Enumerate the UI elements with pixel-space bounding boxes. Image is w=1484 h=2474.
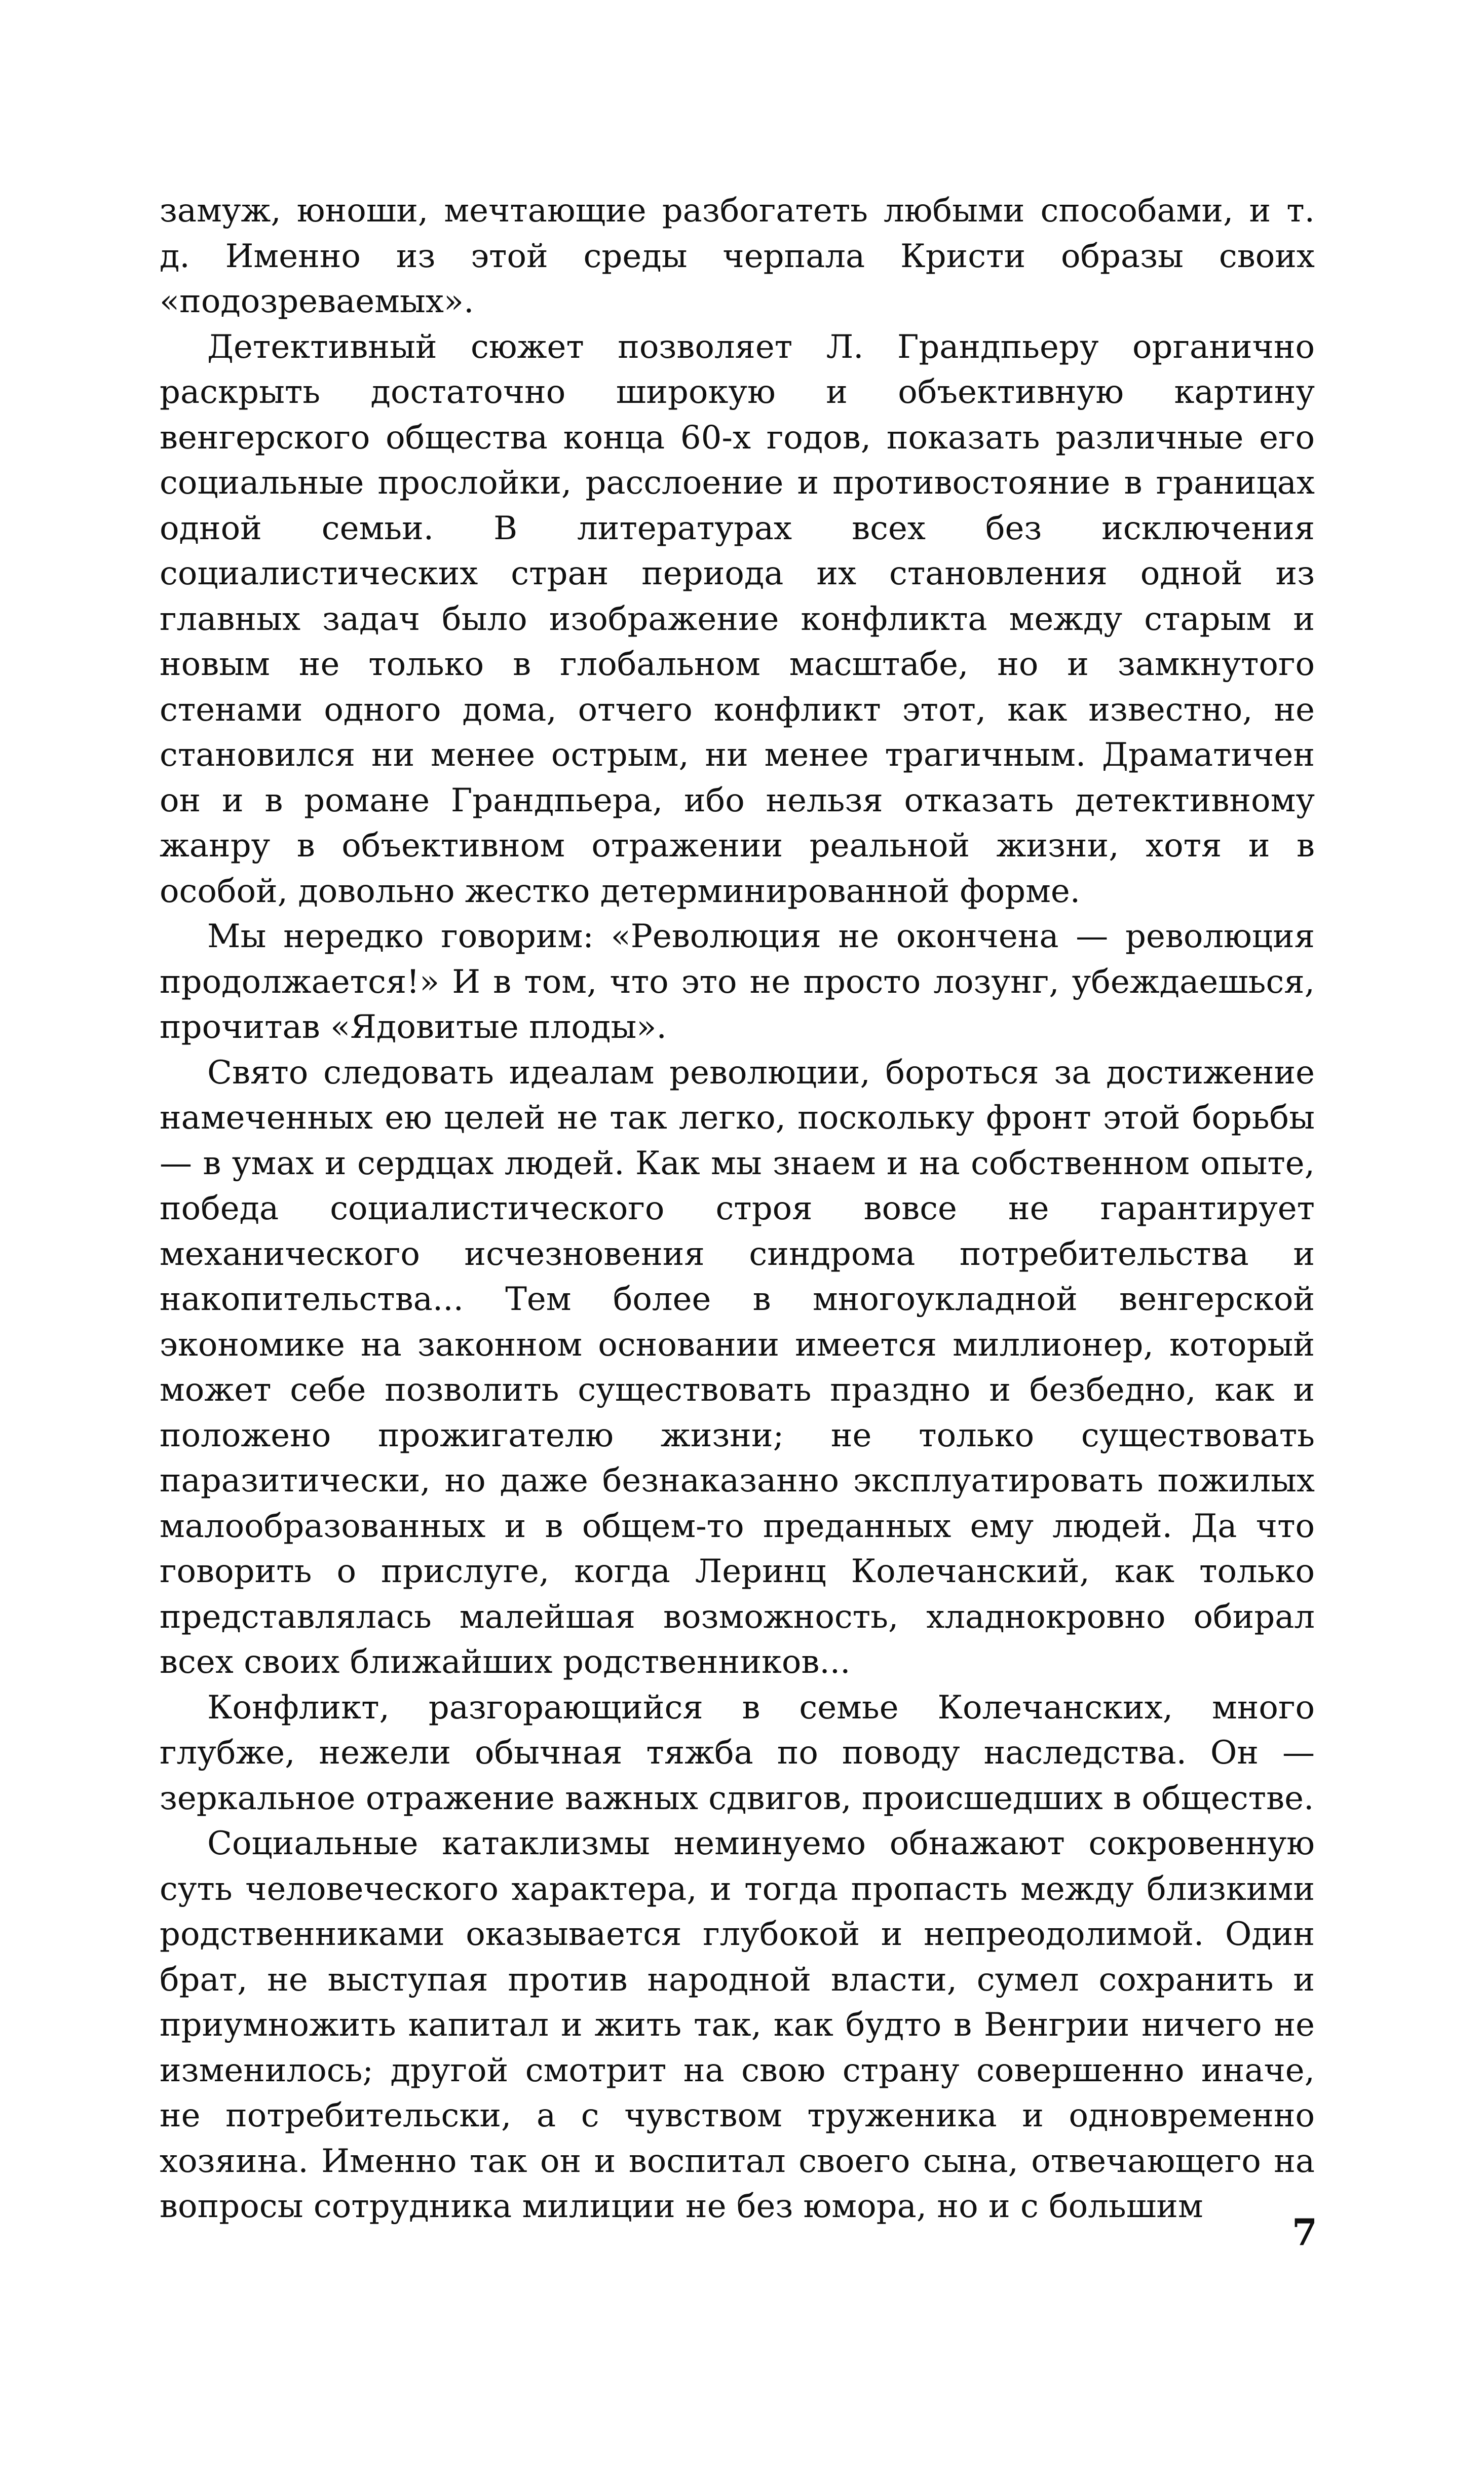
page-number: 7 [1291, 2210, 1317, 2254]
paragraph-1: замуж, юноши, мечтающие разбогатеть любыми способами, и т. д. Именно из этой среды черпала Кристи образы своих «подозреваемых». [160, 192, 1315, 320]
body-text [160, 189, 1315, 2230]
paragraph-6: Социальные катаклизмы неминуемо обнажают сокровенную суть человеческого характера, и тогда пропасть между близкими родственниками оказывается глубокой и непреодолимой. Один брат, не выступая против народной власти, сумел сохранить и приумножить капитал и жить так, как будто в Венгрии ничего не изменилось; другой смотрит на свою страну совершенно иначе, не потребительски, а с чувством труженика и одновременно хозяина. Именно так он и воспитал своего сына, отвечающего на вопросы сотрудника милиции не без юмора, но и с большим [160, 1825, 1315, 2225]
paragraph-4: Свято следовать идеалам революции, бороться за достижение намеченных ею целей не так легко, поскольку фронт этой борьбы — в умах и сердцах людей. Как мы знаем и на собственном опыте, победа социалистического строя вовсе не гарантирует механического исчезновения синдрома потребительства и накопительства... Тем более в многоукладной венгерской экономике на законном основании имеется миллионер, который может себе позволить существовать праздно и безбедно, как и положено прожигателю жизни; не только существовать паразитически, но даже безнаказанно эксплуатировать пожилых малообразованных и в общем-то преданных ему людей. Да что говорить о прислуге, когда Леринц Колечанский, как только представлялась малейшая возможность, хладнокровно обирал всех своих ближайших родственников... [160, 1054, 1315, 1681]
paragraph-5: Конфликт, разгорающийся в семье Колечанских, много глубже, нежели обычная тяжба по поводу наследства. Он — зеркальное отражение важных сдвигов, происшедших в обществе. [160, 1689, 1315, 1817]
paragraph-3: Мы нередко говорим: «Революция не окончена — революция продолжается!» И в том, что это не просто лозунг, убеждаешься, прочитав «Ядовитые плоды». [160, 918, 1315, 1046]
paragraph-2: Детективный сюжет позволяет Л. Грандпьеру органично раскрыть достаточно широкую и объективную картину венгерского общества конца 60-х годов, показать различные его социальные прослойки, расслоение и противостояние в границах одной семьи. В литературах всех без исключения социалистических стран периода их становления одной из главных задач было изображение конфликта между старым и новым не только в глобальном масштабе, но и замкнутого стенами одного дома, отчего конфликт этот, как известно, не становился ни менее острым, ни менее трагичным. Драматичен он и в романе Грандпьера, ибо нельзя отказать детективному жанру в объективном отражении реальной жизни, хотя и в особой, довольно жестко детерминированной форме. [160, 328, 1315, 910]
